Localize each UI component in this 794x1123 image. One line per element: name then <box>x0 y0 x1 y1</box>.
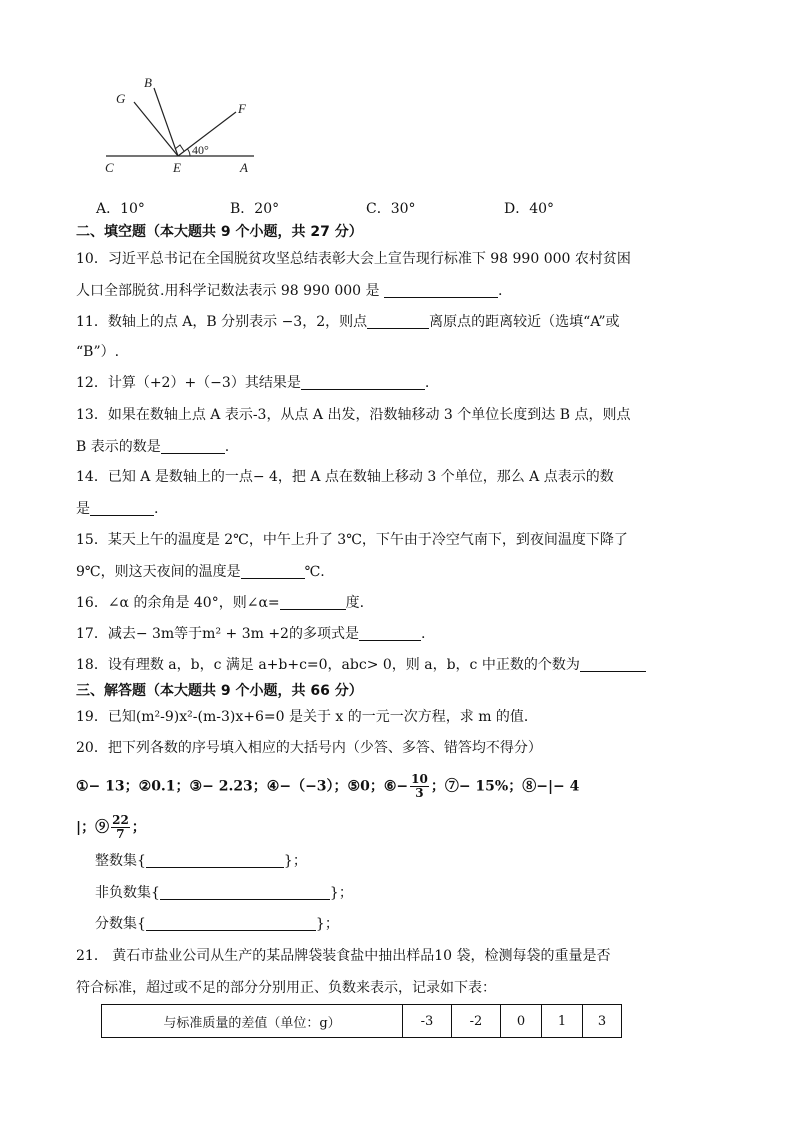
label-e: E <box>173 160 181 175</box>
section2-title: 二、填空题（本大题共 9 个小题，共 27 分） <box>76 224 363 240</box>
q16-line <box>76 593 364 613</box>
q12-line <box>76 373 429 393</box>
label-c: C <box>105 160 114 175</box>
q10-line2 <box>76 281 502 301</box>
fraction-set-blank[interactable] <box>146 916 316 931</box>
q15-text: 9℃，则这天夜间的温度是 <box>76 564 241 580</box>
table-cell: 1 <box>542 1005 583 1038</box>
option-a[interactable]: A．10° <box>96 201 145 217</box>
q15-end: ℃. <box>304 564 325 580</box>
weight-difference-table <box>101 1004 622 1038</box>
q11-text-b: 离原点的距离较近（选填“A”或 <box>429 314 620 330</box>
q20-numbers-a: ①− 13；②0.1；③− 2.23；④−（−3）；⑤0；⑥− <box>76 778 409 795</box>
ray-eg <box>134 102 178 156</box>
q16-text: 16．∠α 的余角是 40°，则∠α= <box>76 595 280 611</box>
q12-end: . <box>424 375 430 391</box>
q18-line <box>76 655 646 675</box>
q11-text-a: 11．数轴上的点 A，B 分别表示 −3，2，则点 <box>76 314 368 330</box>
table-cell: 3 <box>583 1005 622 1038</box>
label-b: B <box>144 75 152 90</box>
option-c[interactable]: C．30° <box>366 201 416 217</box>
ray-eb <box>154 88 178 156</box>
nonnegative-set-end: }； <box>329 885 353 901</box>
q17-answer-blank[interactable] <box>359 626 421 641</box>
q11-line2: “B”）. <box>76 344 120 360</box>
q20-fraction-22-7 <box>111 814 130 841</box>
integer-set-end: }； <box>283 853 307 869</box>
q17-text: 17．减去− 3m等于m² + 3m +2的多项式是 <box>76 626 359 642</box>
frac1-denominator: 3 <box>415 786 424 800</box>
q17-line <box>76 624 425 644</box>
q20-integer-set <box>95 851 307 871</box>
q10-end: . <box>497 283 503 299</box>
q18-answer-blank[interactable] <box>580 657 646 672</box>
q20-fraction-10-3 <box>410 773 429 800</box>
q10-line1: 10．习近平总书记在全国脱贫攻坚总结表彰大会上宣告现行标准下 98 990 000 农村贫困 <box>76 251 631 267</box>
nonnegative-set-blank[interactable] <box>160 885 330 900</box>
q13-end: . <box>224 439 230 455</box>
q15-answer-blank[interactable] <box>241 564 305 579</box>
q20-numbers-d: ； <box>131 819 146 836</box>
table-cell: -3 <box>403 1005 452 1038</box>
q14-answer-blank[interactable] <box>90 501 154 516</box>
q20-numbers-b: ；⑦− 15%；⑧−|− 4 <box>430 778 580 795</box>
q19-line: 19．已知(m²-9)x²-(m-3)x+6=0 是关于 x 的一元一次方程，求 m 的值． <box>76 709 538 725</box>
table-row <box>102 1005 622 1038</box>
fraction-set-end: }； <box>315 916 339 932</box>
table-cell: 0 <box>501 1005 542 1038</box>
q14-end: . <box>154 501 159 517</box>
q13-text: B 表示的数是 <box>76 439 161 455</box>
q12-answer-blank[interactable] <box>301 375 425 390</box>
q11-answer-blank[interactable] <box>367 314 429 329</box>
fraction-set-label: 分数集{ <box>95 916 146 932</box>
label-a: A <box>240 160 248 175</box>
q15-line1: 15．某天上午的温度是 2℃，中午上升了 3℃，下午由于冷空气南下，到夜间温度下降了 <box>76 532 628 548</box>
integer-set-blank[interactable] <box>146 853 284 868</box>
integer-set-label: 整数集{ <box>95 853 146 869</box>
q20-numbers-c: |；⑨ <box>76 819 110 836</box>
q13-line2 <box>76 437 229 457</box>
q10-text: 人口全部脱贫.用科学记数法表示 98 990 000 是 <box>76 283 380 299</box>
q20-line: 20．把下列各数的序号填入相应的大括号内（少答、多答、错答均不得分） <box>76 740 542 756</box>
q20-numbers-row2 <box>76 814 146 841</box>
q11-line1 <box>76 312 619 332</box>
angle-arc <box>188 149 191 156</box>
option-d[interactable]: D．40° <box>504 201 555 217</box>
option-b[interactable]: B．20° <box>230 201 280 217</box>
frac2-denominator: 7 <box>116 827 125 841</box>
angle-figure <box>96 70 266 180</box>
frac1-numerator: 10 <box>411 772 428 786</box>
q14-line1: 14．已知 A 是数轴上的一点− 4，把 A 点在数轴上移动 3 个单位，那么 A 点表示的数 <box>76 469 614 485</box>
section3-title: 三、解答题（本大题共 9 个小题，共 66 分） <box>76 683 363 699</box>
q17-end: . <box>420 626 426 642</box>
q10-answer-blank[interactable] <box>384 283 498 298</box>
q15-line2 <box>76 562 325 582</box>
angle-label: 40° <box>192 143 209 157</box>
q14-text: 是 <box>76 501 90 517</box>
table-header-cell: 与标准质量的差值（单位：g） <box>102 1005 403 1038</box>
q12-text: 12．计算（+2）+（−3）其结果是 <box>76 375 301 391</box>
q20-fraction-set <box>95 914 339 934</box>
q20-nonnegative-set <box>95 883 353 903</box>
q16-end: 度. <box>345 595 365 611</box>
q13-answer-blank[interactable] <box>161 439 225 454</box>
table-cell: -2 <box>452 1005 501 1038</box>
label-f: F <box>238 101 246 116</box>
frac2-numerator: 22 <box>112 813 129 827</box>
q21-line2: 符合标准，超过或不足的部分分别用正、负数来表示，记录如下表： <box>76 980 496 996</box>
nonnegative-set-label: 非负数集{ <box>95 885 160 901</box>
label-g: G <box>116 91 126 106</box>
q14-line2 <box>76 499 158 519</box>
q13-line1: 13．如果在数轴上点 A 表示-3，从点 A 出发，沿数轴移动 3 个单位长度到达 B 点，则点 <box>76 407 631 423</box>
q21-line1: 21． 黄石市盐业公司从生产的某品牌袋装食盐中抽出样品10 袋，检测每袋的重量是否 <box>76 948 611 964</box>
q18-text: 18．设有理数 a，b，c 满足 a+b+c=0，abc> 0，则 a，b，c 中正数的个数为 <box>76 657 580 673</box>
q16-answer-blank[interactable] <box>280 595 346 610</box>
q20-numbers-row1 <box>76 773 579 800</box>
